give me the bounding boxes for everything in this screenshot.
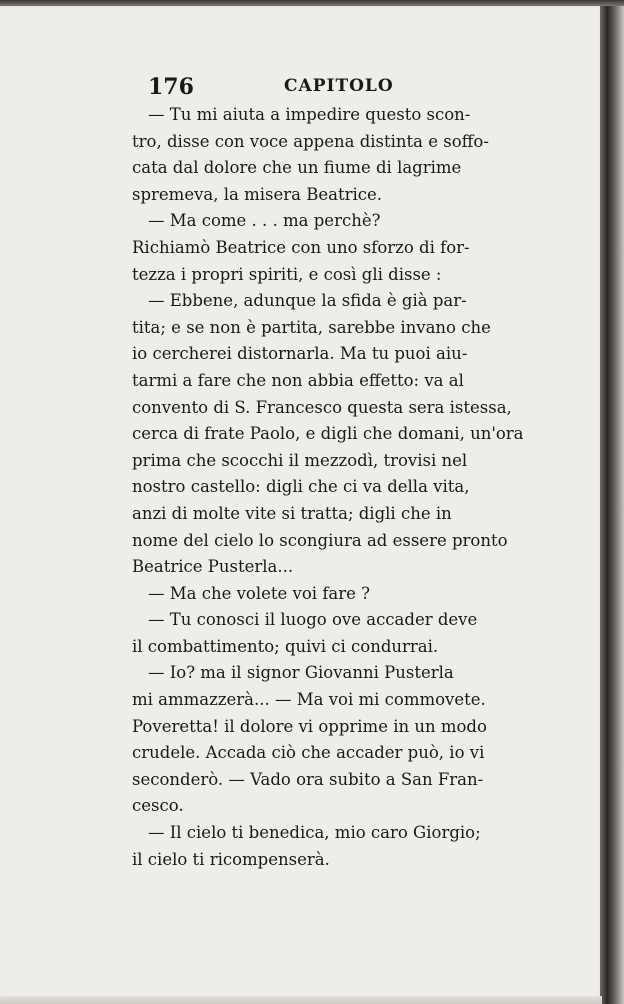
text-line: — Ma come . . . ma perchè? <box>148 211 381 231</box>
text-line: — Tu conosci il luogo ove accader deve <box>148 610 478 630</box>
text-line: — Ma che volete voi fare ? <box>148 583 371 603</box>
text-line: cata dal dolore che un fiume di lagrime <box>132 158 462 178</box>
text-line: Richiamò Beatrice con uno sforzo di for- <box>132 237 470 257</box>
body-text <box>132 102 550 873</box>
page-header <box>148 74 548 104</box>
text-line: Beatrice Pusterla... <box>132 557 294 577</box>
page-bottom-edge <box>0 996 602 1004</box>
text-line: — Ebbene, adunque la sfida è già par- <box>148 291 467 311</box>
text-line: anzi di molte vite si tratta; digli che in <box>132 503 452 523</box>
text-line: — Il cielo ti benedica, mio caro Giorgio; <box>148 823 481 843</box>
page-binding-edge <box>600 6 624 1004</box>
text-line: — Io? ma il signor Giovanni Pusterla <box>148 663 454 683</box>
page-number: 176 <box>148 74 194 100</box>
text-line: tro, disse con voce appena distinta e soffo- <box>132 131 489 151</box>
text-line: prima che scocchi il mezzodì, trovisi nel <box>132 450 468 470</box>
text-line: seconderò. — Vado ora subito a San Fran- <box>132 769 484 789</box>
text-line: cerca di frate Paolo, e digli che domani, un'ora <box>132 424 524 444</box>
running-title: CAPITOLO <box>284 76 394 96</box>
text-line: nome del cielo lo scongiura ad essere pronto <box>132 530 508 550</box>
text-line: tarmi a fare che non abbia effetto: va al <box>132 370 464 390</box>
text-line: spremeva, la misera Beatrice. <box>132 184 382 204</box>
text-line: tita; e se non è partita, sarebbe invano che <box>132 317 491 337</box>
text-line: convento di S. Francesco questa sera istessa, <box>132 397 512 417</box>
text-line: Poveretta! il dolore vi opprime in un modo <box>132 716 487 736</box>
text-line: nostro castello: digli che ci va della vita, <box>132 477 470 497</box>
text-line: io cercherei distornarla. Ma tu puoi aiu- <box>132 344 468 364</box>
text-line: crudele. Accada ciò che accader può, io vi <box>132 743 485 763</box>
text-line: cesco. <box>132 796 184 816</box>
text-line: tezza i propri spiriti, e così gli disse : <box>132 264 442 284</box>
text-line: — Tu mi aiuta a impedire questo scon- <box>148 105 471 124</box>
text-line: mi ammazzerà... — Ma voi mi commovete. <box>132 690 486 710</box>
text-line: il cielo ti ricompenserà. <box>132 849 330 869</box>
text-line: il combattimento; quivi ci condurrai. <box>132 636 439 656</box>
